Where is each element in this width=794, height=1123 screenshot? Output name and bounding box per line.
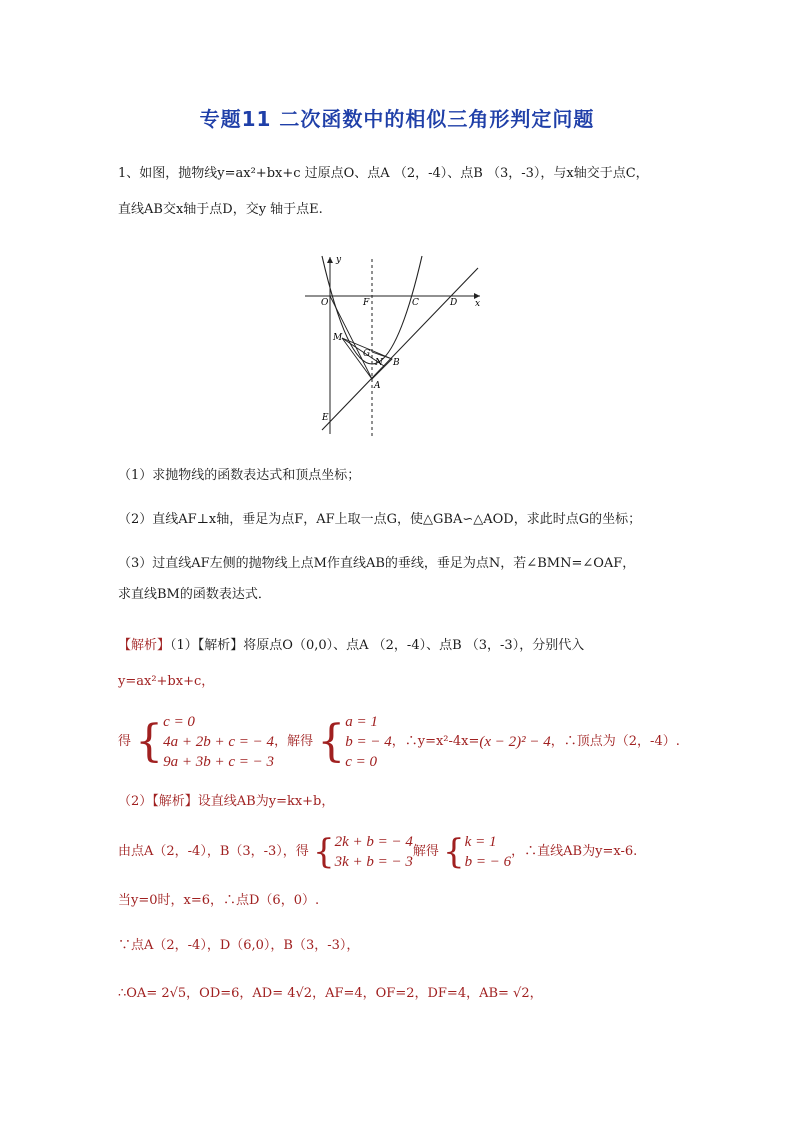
sys1-row: 9a + 3b + c = − 3: [163, 754, 275, 770]
solution-2-text: 设直线AB为y=kx+b，: [197, 794, 335, 809]
analysis-text: 将原点O（0,0）、点A （2，-4）、点B （3，-3），分别代入: [243, 638, 585, 653]
problem-line-2: 直线AB交x轴于点D，交y 轴于点E.: [118, 202, 323, 217]
sys3-row: 2k + b = − 4: [334, 834, 413, 850]
system-1: [163, 712, 274, 772]
brace-4: {: [443, 832, 465, 872]
jiede-label-2: 解得: [412, 844, 439, 859]
vertex-form: (x − 2)² − 4: [479, 734, 551, 750]
sys1-row: c = 0: [163, 714, 195, 730]
label-g: G: [363, 349, 371, 359]
label-b: B: [393, 358, 400, 368]
solution-2-tag: （2）【解析】: [118, 794, 198, 809]
brace-2: {: [317, 716, 346, 767]
vertex-text: ，∴顶点为（2，-4）.: [550, 734, 680, 749]
system-3: [335, 832, 413, 872]
solution-1-intro: [118, 637, 584, 655]
sys3-row: 3k + b = − 3: [334, 854, 413, 870]
solution-2-points: ∵点A（2，-4），D（6,0），B（3，-3），: [118, 938, 360, 953]
system-4: [465, 832, 512, 872]
solution-2-intro: [118, 793, 334, 811]
points-text: 由点A（2，-4），B（3，-3），得: [118, 844, 309, 859]
page-title: 专题11 二次函数中的相似三角形判定问题: [199, 107, 595, 131]
question-1: （1）求抛物线的函数表达式和顶点坐标；: [118, 468, 361, 483]
sys1-row: 4a + 2b + c = − 4: [163, 734, 275, 750]
analysis-subtag: （1）【解析】: [170, 638, 244, 653]
system-2: [345, 712, 392, 772]
sys4-row: k = 1: [464, 834, 497, 850]
label-c: C: [412, 298, 419, 308]
y-axis-arrow: [327, 257, 333, 263]
parabola-figure: [300, 254, 490, 439]
result-text: ，∴y=x²-4x=: [391, 734, 480, 749]
line-ab-result: ，∴直线AB为y=x-6.: [511, 844, 638, 859]
question-3: （3）过直线AF左侧的抛物线上点M作直线AB的垂线，垂足为点N，若∠BMN=∠OAF，: [118, 556, 636, 571]
solution-2-system: [118, 832, 637, 878]
sys4-row: b = − 6: [464, 854, 512, 870]
solution-1-eq: y=ax²+bx+c，: [118, 674, 215, 689]
label-d: D: [450, 298, 458, 308]
question-2: （2）直线AF⊥x轴，垂足为点F，AF上取一点G，使△GBA∽△AOD，求此时点G的坐标；: [118, 512, 642, 527]
label-f: F: [363, 298, 370, 308]
label-x: x: [475, 299, 481, 309]
analysis-tag: 【解析】: [118, 638, 171, 653]
sys2-row: c = 0: [345, 754, 377, 770]
label-y: y: [336, 255, 342, 265]
brace-3: {: [312, 832, 335, 872]
label-m: M: [333, 333, 343, 343]
label-e: E: [322, 413, 329, 423]
sys2-row: b = − 4: [345, 734, 392, 750]
solution-2-d: 当y=0时，x=6，∴点D（6，0）.: [118, 893, 320, 908]
line-ab: [322, 268, 481, 430]
jiede-label: ，解得: [274, 734, 314, 749]
sys2-row: a = 1: [345, 714, 378, 730]
solution-1-system: [118, 712, 680, 772]
problem-line-1: 1、如图，抛物线y=ax²+bx+c 过原点O、点A （2，-4）、点B （3，-3），与x轴交于点C，: [118, 166, 649, 181]
label-o: O: [321, 298, 329, 308]
solution-2-lengths: ∴OA= 2√5，OD=6，AD= 4√2，AF=4，OF=2，DF=4，AB= √2，: [118, 986, 543, 1001]
brace-1: {: [135, 716, 164, 767]
label-a: A: [374, 381, 381, 391]
label-n: N: [375, 358, 383, 368]
de-label: 得: [118, 734, 132, 749]
question-3-cont: 求直线BM的函数表达式．: [118, 587, 271, 602]
